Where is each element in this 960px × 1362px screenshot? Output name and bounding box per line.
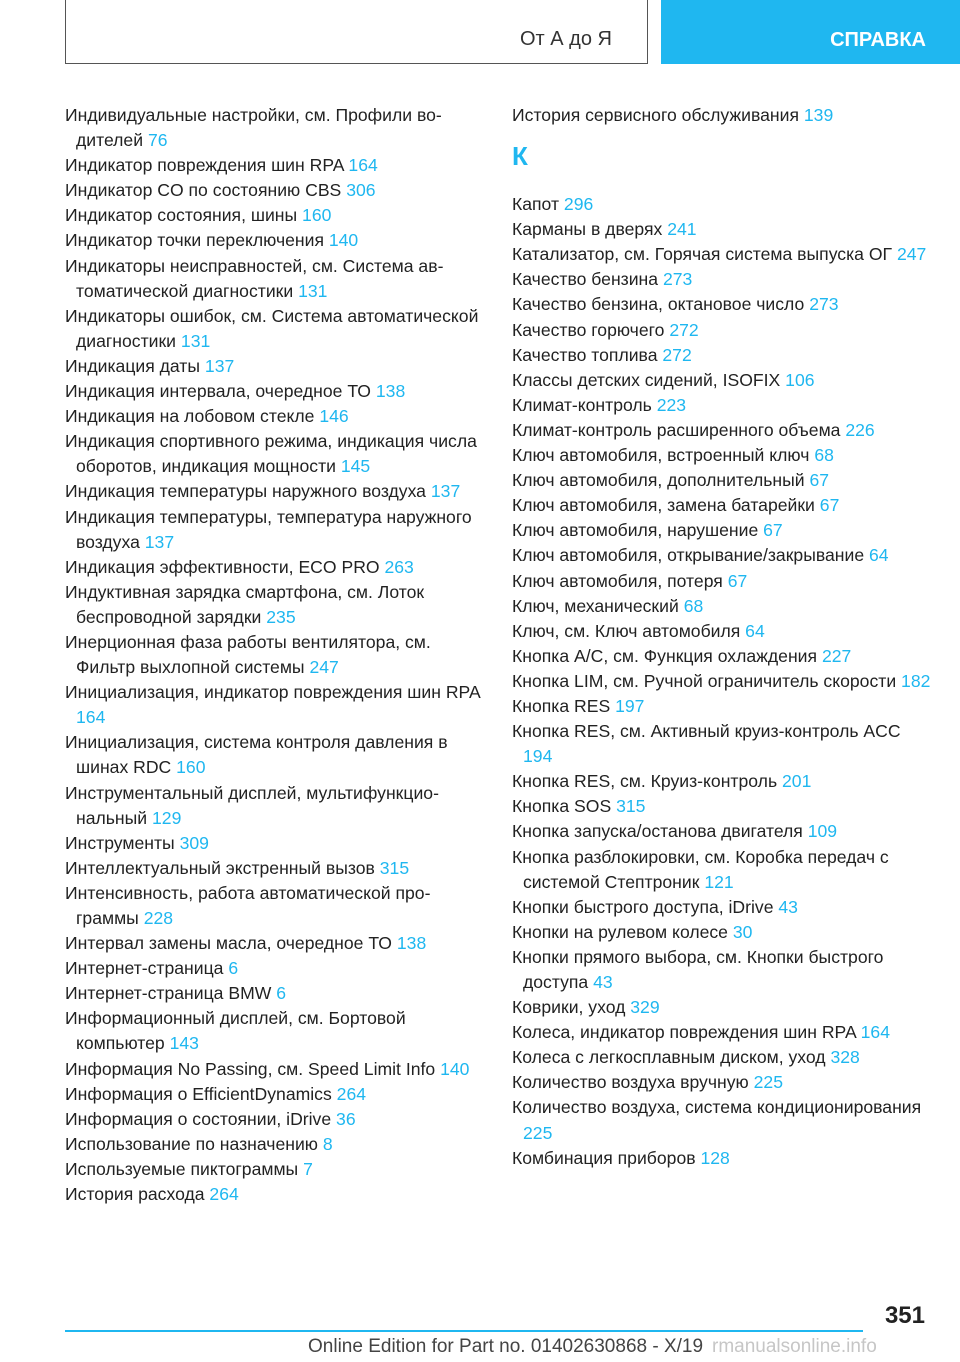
entry-page-link[interactable]: 128 — [700, 1147, 730, 1168]
entry-page-link[interactable]: 30 — [732, 921, 753, 942]
index-entry — [512, 619, 932, 644]
entry-text: Информация о EfficientDynamics — [65, 1083, 332, 1104]
index-entry — [512, 769, 932, 794]
entry-text: Индикация интервала, очередное ТО — [65, 381, 371, 402]
index-entry — [512, 543, 932, 568]
entry-page-link[interactable]: 273 — [809, 294, 839, 315]
entry-page-link[interactable]: 272 — [669, 319, 699, 340]
index-entry — [512, 192, 932, 217]
entry-text: Количество воздуха вручную — [512, 1072, 749, 1093]
index-entry — [65, 429, 485, 479]
entry-text: Капот — [512, 194, 560, 215]
entry-text: Ключ, см. Ключ автомобиля — [512, 620, 741, 641]
entry-text: Катализатор, см. Горячая система выпуска ОГ — [512, 244, 893, 265]
footer-divider — [65, 1330, 863, 1332]
index-entry — [512, 418, 932, 443]
index-entry — [512, 995, 932, 1020]
index-entry — [512, 594, 932, 619]
entry-page-link[interactable]: 160 — [302, 205, 332, 226]
entry-page-link[interactable]: 8 — [322, 1133, 333, 1154]
index-entry — [512, 518, 932, 543]
index-entry — [512, 819, 932, 844]
entry-text: Колеса с легкосплавным диском, уход — [512, 1047, 826, 1068]
index-entry — [65, 1182, 485, 1207]
index-entry — [65, 981, 485, 1006]
entry-page-link[interactable]: 36 — [336, 1108, 356, 1129]
entry-page-link[interactable]: 227 — [821, 645, 852, 666]
entry-page-link[interactable]: 223 — [656, 394, 687, 415]
index-entry — [512, 292, 932, 317]
entry-text: Индикаторы ошибок, см. Система автоматической диагностики — [65, 305, 479, 351]
index-entry — [512, 669, 932, 694]
entry-page-link[interactable]: 68 — [814, 445, 834, 466]
index-entry — [512, 1146, 932, 1171]
index-entry — [65, 153, 485, 178]
index-entry — [512, 1070, 932, 1095]
index-entry — [65, 479, 485, 504]
entry-text: Интернет-страница BMW — [65, 983, 272, 1004]
entry-text: Индикатор точки переключения — [65, 230, 324, 251]
index-entry — [65, 103, 485, 153]
entry-page-link[interactable]: 137 — [144, 531, 175, 552]
index-column-left — [65, 103, 485, 1207]
entry-text: Индикация даты — [65, 355, 201, 376]
entry-text: Кнопка RES — [512, 695, 611, 716]
entry-page-link[interactable]: 160 — [176, 757, 206, 778]
index-entries-k — [512, 192, 932, 1171]
entry-page-link[interactable]: 306 — [346, 180, 376, 201]
entry-text: Информация No Passing, см. Speed Limit Info — [65, 1058, 436, 1079]
entry-text: Ключ автомобиля, дополнительный — [512, 470, 805, 491]
entry-text: Кнопка A/C, см. Функция охлаждения — [512, 645, 818, 666]
entry-text: Индикатор повреждения шин RPA — [65, 155, 344, 176]
entry-page-link[interactable]: 194 — [523, 746, 553, 767]
index-entry — [512, 267, 932, 292]
index-entry — [512, 368, 932, 393]
entry-text: Ключ автомобиля, потеря — [512, 570, 723, 591]
entry-text: Индикация на лобовом стекле — [65, 406, 315, 427]
entry-page-link[interactable]: 64 — [745, 620, 765, 641]
entry-text: Кнопка разблокировки, см. Коробка передач с системой Стептроник — [512, 846, 889, 892]
entry-page-link[interactable]: 164 — [76, 707, 106, 728]
entry-page-link[interactable]: 129 — [152, 807, 182, 828]
entry-page-link[interactable]: 146 — [319, 406, 349, 427]
entry-page-link[interactable]: 106 — [785, 369, 815, 390]
entry-text: Кнопки на рулевом колесе — [512, 921, 728, 942]
index-entry — [65, 781, 485, 831]
entry-text: Карманы в дверях — [512, 219, 663, 240]
entry-page-link[interactable]: 131 — [298, 280, 328, 301]
entry-page-link[interactable]: 226 — [845, 419, 875, 440]
entry-text: Климат-контроль — [512, 394, 652, 415]
entry-text: Интервал замены масла, очередное ТО — [65, 933, 392, 954]
index-entry — [65, 505, 485, 555]
entry-page-link[interactable]: 140 — [440, 1058, 470, 1079]
entry-text: Комбинация приборов — [512, 1147, 696, 1168]
index-entry — [65, 1006, 485, 1056]
entry-text: Ключ автомобиля, замена батарейки — [512, 495, 815, 516]
entry-text: Инструменты — [65, 832, 175, 853]
entry-page-link[interactable]: 264 — [209, 1184, 239, 1205]
index-entry — [512, 242, 932, 267]
entry-text: Информация о состоянии, iDrive — [65, 1108, 332, 1129]
entry-page-link[interactable]: 225 — [523, 1122, 553, 1143]
entry-page-link[interactable]: 138 — [396, 933, 427, 954]
entry-text: Качество бензина — [512, 269, 659, 290]
entry-page-link[interactable]: 309 — [179, 832, 209, 853]
entry-text: Инициализация, индикатор повреждения шин RPA — [65, 682, 480, 703]
index-entry — [512, 1095, 932, 1145]
entry-text: Ключ, механический — [512, 595, 679, 616]
index-entry — [512, 569, 932, 594]
entry-page-link[interactable]: 264 — [336, 1083, 367, 1104]
entry-page-link[interactable]: 225 — [753, 1072, 783, 1093]
entry-text: Коврики, уход — [512, 997, 626, 1018]
index-entry — [512, 493, 932, 518]
entry-page-link[interactable]: 137 — [204, 355, 235, 376]
entry-text: Индивидуальные настройки, см. Профили водителей — [65, 105, 442, 151]
index-entry — [65, 730, 485, 780]
entry-text: Используемые пиктограммы — [65, 1158, 299, 1179]
index-entry — [512, 794, 932, 819]
index-entry — [512, 694, 932, 719]
entry-text: Качество горючего — [512, 319, 665, 340]
watermark: rmanualsonline.info — [712, 1336, 877, 1357]
entry-page-link[interactable]: 143 — [169, 1033, 199, 1054]
index-entry — [65, 1082, 485, 1107]
entry-text: Количество воздуха, система кондиционирования — [512, 1097, 922, 1118]
entry-text: Качество бензина, октановое число — [512, 294, 805, 315]
entry-text: Качество топлива — [512, 344, 658, 365]
index-entry — [65, 1132, 485, 1157]
index-entry — [512, 103, 932, 128]
index-entry — [512, 945, 932, 995]
index-entry — [512, 845, 932, 895]
entry-page-link[interactable]: 43 — [593, 972, 613, 992]
index-entry — [65, 580, 485, 630]
entry-page-link[interactable]: 296 — [563, 194, 594, 215]
index-entry — [512, 343, 932, 368]
entry-text: Кнопка SOS — [512, 796, 612, 817]
entry-text: Интеллектуальный экстренный вызов — [65, 857, 375, 878]
entry-page-link[interactable]: 329 — [630, 997, 660, 1018]
index-entry — [65, 1107, 485, 1132]
index-entry — [512, 895, 932, 920]
entry-text: Инициализация, система контроля давления в шинах RDC — [65, 732, 448, 778]
entry-page-link[interactable]: 315 — [616, 796, 646, 817]
entry-text: Колеса, индикатор повреждения шин RPA — [512, 1022, 856, 1043]
entry-page-link[interactable]: 6 — [228, 958, 239, 979]
entry-text: Интернет-страница — [65, 958, 224, 979]
index-entry — [512, 644, 932, 669]
entry-page-link[interactable]: 139 — [803, 105, 834, 125]
entry-text: Инструментальный дисплей, мультифункциональный — [65, 782, 439, 828]
entry-text: Ключ автомобиля, встроенный ключ — [512, 445, 810, 466]
entry-text: Кнопка LIM, см. Ручной ограничитель скорости — [512, 670, 897, 691]
entry-text: Индикация спортивного режима, индикация числа оборотов, индикация мощности — [65, 431, 477, 477]
entry-page-link[interactable]: 197 — [615, 695, 645, 716]
entry-text: Кнопки прямого выбора, см. Кнопки быстрого доступа — [512, 946, 884, 992]
entry-page-link[interactable]: 272 — [662, 344, 692, 365]
entry-page-link[interactable]: 121 — [704, 871, 734, 892]
entry-page-link[interactable]: 145 — [340, 456, 371, 477]
entry-page-link[interactable]: 67 — [763, 520, 783, 541]
entry-page-link[interactable]: 67 — [727, 570, 748, 591]
section-letter: К — [512, 141, 528, 172]
index-entry — [65, 555, 485, 580]
entry-page-link[interactable]: 273 — [662, 269, 693, 290]
index-column-right — [512, 103, 932, 1171]
entry-page-link[interactable]: 43 — [778, 896, 798, 917]
entry-page-link[interactable]: 315 — [379, 857, 410, 878]
entry-text: Ключ автомобиля, открывание/закрывание — [512, 545, 865, 566]
index-entry — [65, 1057, 485, 1082]
entry-page-link[interactable]: 7 — [303, 1158, 313, 1179]
entry-page-link[interactable]: 67 — [809, 470, 830, 491]
index-entry — [65, 304, 485, 354]
entry-text: Классы детских сидений, ISOFIX — [512, 369, 781, 390]
entry-page-link[interactable]: 182 — [901, 670, 931, 691]
index-entry — [512, 920, 932, 945]
entry-text: Кнопка запуска/останова двигателя — [512, 821, 803, 842]
index-entry — [65, 203, 485, 228]
entry-page-link[interactable]: 263 — [384, 556, 414, 577]
entry-text: Кнопка RES, см. Активный круиз-контроль ACC — [512, 721, 901, 742]
entry-page-link[interactable]: 64 — [869, 545, 889, 566]
tab-help-label: СПРАВКА — [830, 29, 926, 51]
index-entry — [512, 393, 932, 418]
index-entry — [65, 630, 485, 680]
index-entry — [65, 254, 485, 304]
entry-page-link[interactable]: 247 — [896, 244, 927, 265]
entry-page-link[interactable]: 241 — [667, 219, 697, 240]
entry-text: Индуктивная зарядка смартфона, см. Лоток беспроводной зарядки — [65, 581, 425, 627]
entry-page-link[interactable]: 247 — [309, 657, 339, 678]
index-entry — [65, 956, 485, 981]
index-entry — [65, 228, 485, 253]
entry-text: Ключ автомобиля, нарушение — [512, 520, 759, 541]
index-entry — [512, 1020, 932, 1045]
index-entry — [65, 178, 485, 203]
entry-text: Климат-контроль расширенного объема — [512, 419, 841, 440]
entry-text: Индикация эффективности, ECO PRO — [65, 556, 380, 577]
index-entry — [65, 831, 485, 856]
index-entry — [512, 318, 932, 343]
tab-a-to-z[interactable]: От А до Я — [520, 28, 612, 50]
index-entry — [65, 1157, 485, 1182]
page-number: 351 — [884, 1302, 925, 1329]
index-entry — [65, 354, 485, 379]
index-entry — [65, 931, 485, 956]
entry-text: Интенсивность, работа автоматической программы — [65, 882, 431, 928]
entry-text: Индикация температуры наружного воздуха — [65, 481, 426, 502]
entry-text: История расхода — [65, 1184, 205, 1205]
index-entry — [65, 856, 485, 881]
entry-text: Кнопка RES, см. Круиз-контроль — [512, 771, 778, 792]
tab-help[interactable] — [661, 0, 960, 64]
entry-page-link[interactable]: 235 — [266, 606, 296, 627]
entry-page-link[interactable]: 68 — [683, 595, 704, 616]
entry-page-link[interactable]: 137 — [430, 481, 461, 502]
entry-text: История сервисного обслуживания — [512, 105, 799, 125]
entry-text: Использование по назначению — [65, 1133, 318, 1154]
index-entry — [65, 379, 485, 404]
entry-page-link[interactable]: 228 — [143, 908, 174, 928]
entry-text: Инерционная фаза работы вентилятора, см. Фильтр выхлопной системы — [65, 631, 431, 678]
entry-page-link[interactable]: 328 — [830, 1047, 860, 1068]
entry-page-link[interactable]: 76 — [147, 130, 168, 151]
entry-page-link[interactable]: 6 — [276, 983, 287, 1004]
index-entry — [512, 217, 932, 242]
entry-page-link[interactable]: 164 — [348, 155, 378, 176]
index-entry — [512, 468, 932, 493]
index-entry — [65, 680, 485, 730]
index-entry — [512, 443, 932, 468]
entry-page-link[interactable]: 164 — [860, 1022, 890, 1043]
entry-text: Индикация температуры, температура наружного воздуха — [65, 506, 472, 552]
entry-page-link[interactable]: 131 — [180, 330, 211, 351]
entry-page-link[interactable]: 67 — [819, 495, 840, 516]
index-entry — [65, 404, 485, 429]
entry-page-link[interactable]: 140 — [328, 230, 359, 251]
entry-page-link[interactable]: 138 — [375, 381, 406, 402]
footer-edition-text: Online Edition for Part no. 01402630868 - X/19 — [308, 1336, 704, 1357]
index-entry — [512, 1045, 932, 1070]
entry-page-link[interactable]: 201 — [782, 771, 812, 792]
entry-page-link[interactable]: 109 — [807, 821, 838, 842]
index-entry — [65, 881, 485, 931]
index-entry — [512, 719, 932, 769]
entry-text: Индикатор CO по состоянию CBS — [65, 180, 342, 201]
entry-text: Индикатор состояния, шины — [65, 205, 298, 226]
entry-text: Индикаторы неисправностей, см. Система автоматической диагностики — [65, 255, 444, 301]
entry-text: Кнопки быстрого доступа, iDrive — [512, 896, 774, 917]
entry-text: Информационный дисплей, см. Бортовой компьютер — [65, 1008, 406, 1054]
